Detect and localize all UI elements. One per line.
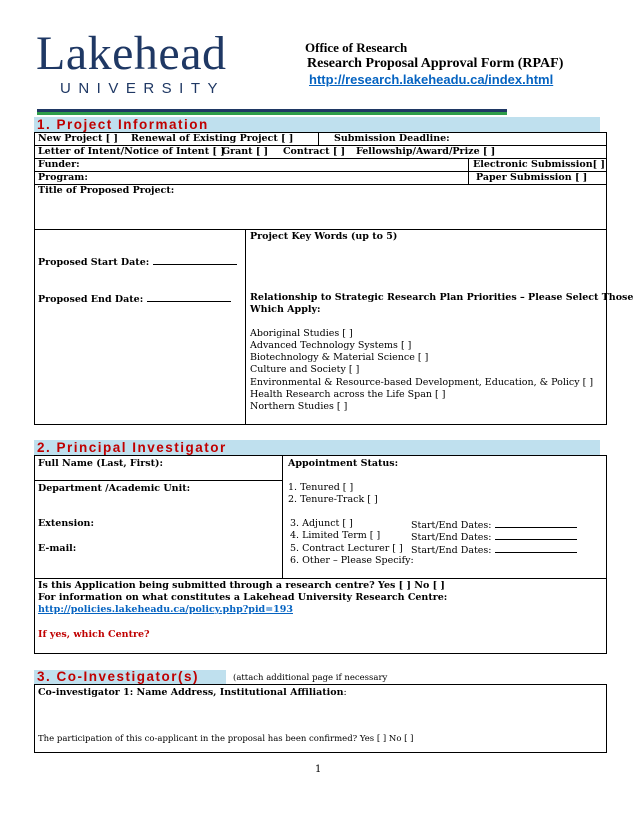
research-url-link[interactable]: http://research.lakeheadu.ca/index.html [309, 72, 554, 87]
research-centre-question[interactable]: Is this Application being submitted through a research centre? Yes [ ] No [ ] [38, 580, 445, 591]
relationship-label: Relationship to Strategic Research Plan Priorities – Please Select Those [250, 292, 634, 303]
participation-confirmed-checkbox[interactable]: The participation of this co-applicant in the proposal has been confirmed? Yes [ ] No [ ] [38, 734, 414, 744]
extension-label: Extension: [38, 518, 94, 529]
adjunct-checkbox[interactable]: 3. Adjunct [ ] [290, 518, 353, 529]
form-title: Research Proposal Approval Form (RPAF) [307, 56, 564, 71]
contract-checkbox[interactable]: Contract [ ] [283, 146, 346, 157]
tenured-checkbox[interactable]: 1. Tenured [ ] [288, 482, 354, 493]
fellowship-checkbox[interactable]: Fellowship/Award/Prize [ ] [356, 146, 496, 157]
section3-note: (attach additional page if necessary [233, 673, 388, 683]
office-title: Office of Research [305, 40, 408, 55]
which-centre-label: If yes, which Centre? [38, 629, 150, 640]
section2-heading-bar [34, 440, 600, 455]
project-title-label: Title of Proposed Project: [38, 185, 175, 196]
priority-biotech-checkbox[interactable]: Biotechnology & Material Science [ ] [250, 352, 429, 363]
other-specify-field[interactable]: 6. Other – Please Specify: [290, 555, 414, 566]
program-label: Program: [38, 172, 88, 183]
department-label: Department /Academic Unit: [38, 483, 191, 494]
section3-heading-bar [34, 670, 226, 684]
priority-culture-checkbox[interactable]: Culture and Society [ ] [250, 364, 360, 375]
paper-submission-checkbox[interactable]: Paper Submission [ ] [476, 172, 588, 183]
header-rule-green [37, 112, 507, 115]
section2-heading: 2. Principal Investigator [37, 440, 227, 455]
appointment-status-label: Appointment Status: [288, 458, 399, 469]
research-centre-info: For information on what constitutes a Lakehead University Research Centre: [38, 592, 448, 603]
logo-university: UNIVERSITY [60, 80, 226, 97]
grant-checkbox[interactable]: Grant [ ] [222, 146, 269, 157]
logo-lakehead: Lakehead [36, 27, 227, 80]
email-label: E-mail: [38, 543, 77, 554]
adjunct-dates: Start/End Dates: [411, 518, 577, 532]
end-date-label: Proposed End Date: [38, 292, 231, 306]
letter-of-intent-checkbox[interactable]: Letter of Intent/Notice of Intent [ ] [38, 146, 225, 157]
relationship-label-2: Which Apply: [250, 304, 321, 315]
new-project-checkbox[interactable]: New Project [ ] [38, 133, 118, 144]
priority-northern-checkbox[interactable]: Northern Studies [ ] [250, 401, 348, 412]
limited-term-checkbox[interactable]: 4. Limited Term [ ] [290, 530, 381, 541]
priority-aboriginal-checkbox[interactable]: Aboriginal Studies [ ] [250, 328, 353, 339]
keywords-label: Project Key Words (up to 5) [250, 231, 398, 242]
funder-label: Funder: [38, 159, 80, 170]
coinvestigator-1-label: Co-investigator 1: Name Address, Institutional Affiliation: [38, 687, 347, 698]
research-centre-policy-link[interactable]: http://policies.lakeheadu.ca/policy.php?pid=193 [38, 604, 293, 615]
priority-health-checkbox[interactable]: Health Research across the Life Span [ ] [250, 389, 446, 400]
page-number: 1 [315, 764, 322, 775]
renewal-checkbox[interactable]: Renewal of Existing Project [ ] [131, 133, 294, 144]
priority-technology-checkbox[interactable]: Advanced Technology Systems [ ] [250, 340, 412, 351]
section1-heading: 1. Project Information [37, 117, 209, 132]
priority-environmental-checkbox[interactable]: Environmental & Resource-based Development, Education, & Policy [ ] [250, 377, 594, 388]
contract-lecturer-dates: Start/End Dates: [411, 543, 577, 557]
section3-heading: 3. Co-Investigator(s) [37, 669, 200, 684]
electronic-submission-checkbox[interactable]: Electronic Submission[ ] [473, 159, 605, 170]
start-date-label: Proposed Start Date: [38, 255, 237, 269]
tenure-track-checkbox[interactable]: 2. Tenure-Track [ ] [288, 494, 378, 505]
full-name-label: Full Name (Last, First): [38, 458, 164, 469]
contract-lecturer-checkbox[interactable]: 5. Contract Lecturer [ ] [290, 543, 403, 554]
section1-heading-bar [34, 117, 600, 132]
limited-term-dates: Start/End Dates: [411, 530, 577, 544]
submission-deadline-label: Submission Deadline: [334, 133, 450, 144]
